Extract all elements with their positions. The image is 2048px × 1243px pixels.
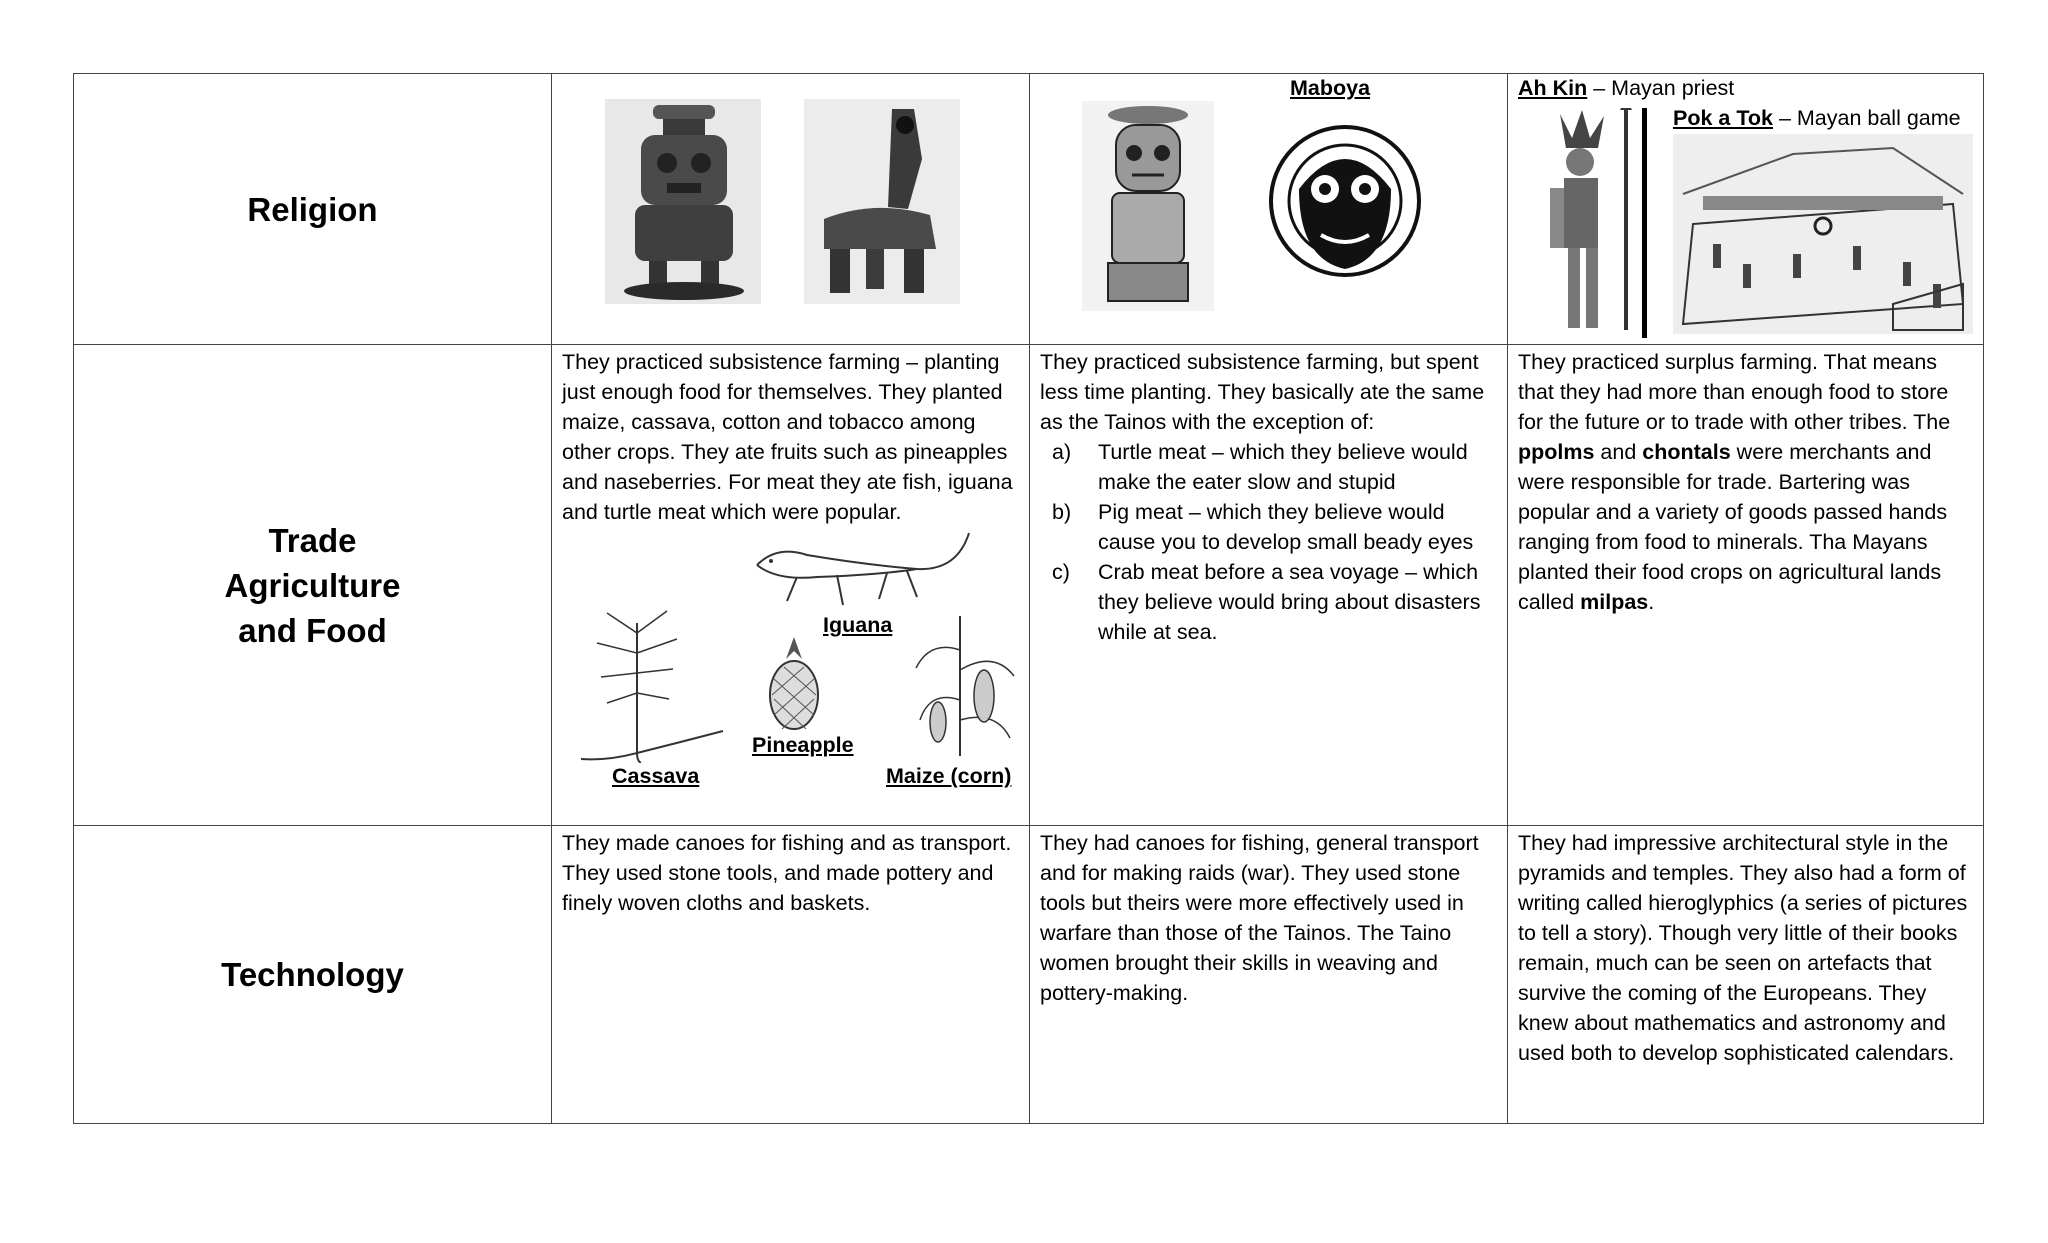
trade-kalinago-intro: They practiced subsistence farming, but spent less time planting. They basically ate the same as the Tainos with the exception of: — [1040, 350, 1485, 434]
ah-kin-caption — [1518, 76, 1734, 101]
row-heading-trade — [74, 345, 552, 826]
exception-marker: c) — [1052, 560, 1070, 584]
trade-maya-text-part: were merchants and were responsible for trade. Bartering was popular and a variety of goods passed hands ranging from food to minerals. Tha Mayans planted their food crops on agricultural lands called — [1518, 440, 1948, 614]
trade-maya-text — [1508, 345, 1983, 617]
trade-maya-cell — [1508, 345, 1984, 826]
iguana-label: Iguana — [823, 613, 893, 637]
exception-text: Turtle meat – which they believe would make the eater slow and stupid — [1098, 440, 1468, 494]
maboya-label: Maboya — [1290, 76, 1371, 100]
trade-heading-line3: and Food — [238, 611, 387, 649]
ah-kin-desc: – Mayan priest — [1587, 76, 1735, 100]
trade-maya-text-part: . — [1648, 590, 1655, 614]
exception-text: Pig meat – which they believe would cause you to develop small beady eyes — [1098, 500, 1474, 554]
mayan-priest-image — [1520, 108, 1650, 340]
exception-item — [1052, 437, 1497, 497]
cassava-image — [577, 603, 727, 763]
maboya-face-image — [1265, 119, 1425, 289]
technology-taino-text: They made canoes for fishing and as transport. They used stone tools, and made pottery and finely woven cloths and baskets. — [562, 831, 1012, 915]
exception-item — [1052, 557, 1497, 647]
technology-row — [74, 826, 1984, 1124]
trade-taino-text: They practiced subsistence farming – planting just enough food for themselves. They planted maize, cassava, cotton and tobacco among other crops. They ate fruits such as pineapples and naseberries. For meat they ate fish, iguana and turtle meat which were popular. — [562, 350, 1013, 524]
religion-maya-cell — [1508, 74, 1984, 345]
pineapple-image — [764, 635, 824, 733]
exception-marker: a) — [1052, 440, 1072, 464]
ah-kin-term: Ah Kin — [1518, 76, 1588, 100]
row-heading-religion — [74, 74, 552, 345]
exceptions-list — [1040, 437, 1497, 647]
trade-heading-line1: Trade — [268, 521, 357, 559]
religion-heading-text: Religion — [247, 190, 378, 228]
chontals-term: chontals — [1642, 440, 1731, 464]
duho-seat-image — [804, 99, 960, 304]
trade-row — [74, 345, 1984, 826]
ppolms-term: ppolms — [1518, 440, 1595, 464]
maboya-figure-image — [1082, 101, 1214, 311]
exception-marker: b) — [1052, 500, 1072, 524]
technology-kalinago-cell — [1030, 826, 1508, 1124]
religion-row — [74, 74, 1984, 345]
religion-taino-cell — [552, 74, 1030, 345]
row-heading-technology — [74, 826, 552, 1124]
trade-heading-line2: Agriculture — [224, 566, 401, 604]
trade-taino-cell — [552, 345, 1030, 826]
pok-a-tok-term: Pok a Tok — [1673, 106, 1773, 130]
exception-item — [1052, 497, 1497, 557]
zemi-stool-image — [605, 99, 761, 304]
technology-maya-cell — [1508, 826, 1984, 1124]
comparison-table — [73, 73, 1984, 1124]
trade-kalinago-cell — [1030, 345, 1508, 826]
exception-text: Crab meat before a sea voyage – which they believe would bring about disasters while at sea. — [1098, 560, 1481, 644]
trade-kalinago-text — [1030, 345, 1507, 647]
iguana-image — [747, 525, 977, 615]
milpas-term: milpas — [1580, 590, 1649, 614]
religion-kalinago-cell — [1030, 74, 1508, 345]
pineapple-label: Pineapple — [752, 733, 854, 757]
trade-maya-text-part: and — [1594, 440, 1643, 464]
maize-image — [910, 610, 1020, 758]
pok-a-tok-desc: – Mayan ball game — [1772, 106, 1961, 130]
technology-taino-cell — [552, 826, 1030, 1124]
cassava-label: Cassava — [612, 764, 700, 788]
technology-maya-text: They had impressive architectural style in the pyramids and temples. They also had a form of writing called hieroglyphics (a series of pictures to tell a story). Though very little of their books remain, much can be seen on artefacts that survive the coming of the Europeans. They knew about mathematics and astronomy and used both to develop sophisticated calendars. — [1518, 831, 1968, 1065]
ball-game-image — [1673, 134, 1973, 334]
technology-heading-text: Technology — [221, 956, 404, 993]
technology-kalinago-text: They had canoes for fishing, general transport and for making raids (war). They used stone tools but theirs were more effectively used in warfare than those of the Tainos. The Taino women brought their skills in weaving and pottery-making. — [1040, 831, 1479, 1005]
maize-label: Maize (corn) — [886, 764, 1012, 788]
trade-maya-text-part: They practiced surplus farming. That means that they had more than enough food to store for the future or to trade with other tribes. The — [1518, 350, 1951, 434]
pok-a-tok-caption — [1673, 106, 1961, 131]
